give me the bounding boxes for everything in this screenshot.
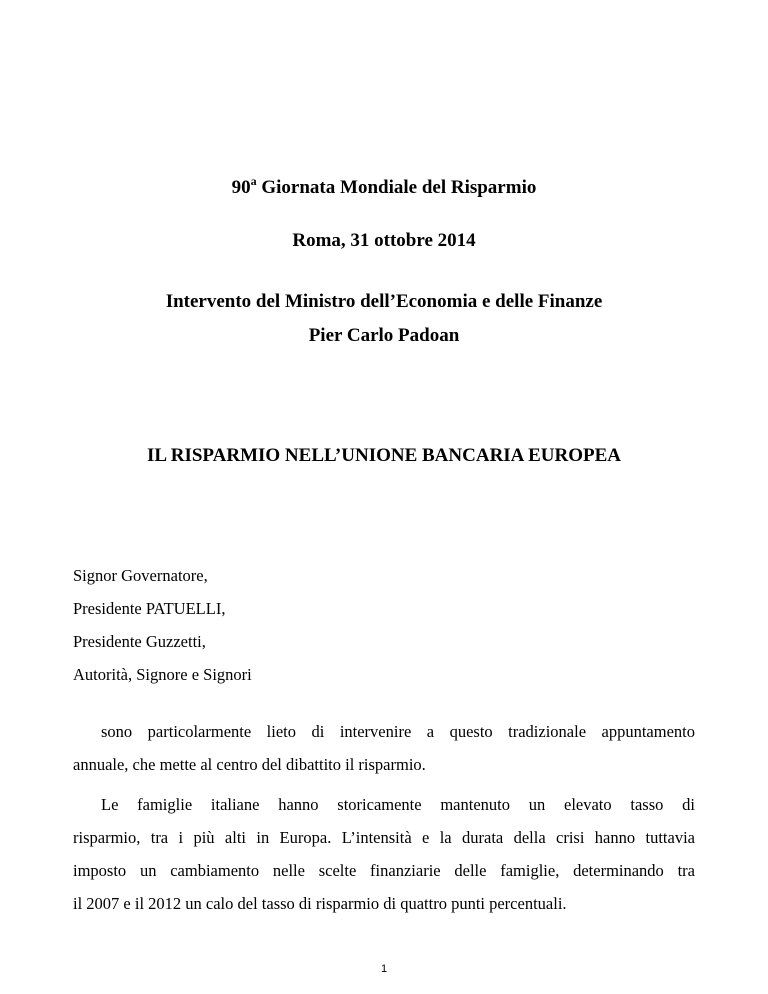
event-title-text: Giornata Mondiale del Risparmio (256, 177, 537, 198)
paragraph-line: sono particolarmente lieto di intervenire a questo tradizionale appuntamento (101, 722, 695, 741)
speaker-name: Pier Carlo Padoan (308, 325, 460, 346)
paragraph-line: Le famiglie italiane hanno storicamente mantenuto un elevato tasso di (101, 795, 695, 814)
event-number: 90 (231, 177, 251, 198)
main-title: IL RISPARMIO NELL’UNIONE BANCARIA EUROPEA (146, 445, 622, 466)
event-superscript: a (250, 173, 257, 188)
salutation-line: Presidente Guzzetti, (73, 632, 206, 651)
place-date: Roma, 31 ottobre 2014 (292, 230, 476, 251)
paragraph-2 (73, 788, 695, 920)
salutation-line: Presidente PATUELLI, (73, 599, 226, 618)
salutation-line: Autorità, Signore e Signori (73, 665, 252, 684)
paragraph-line: il 2007 e il 2012 un calo del tasso di risparmio di quattro punti percentuali. (73, 894, 567, 913)
paragraph-1 (73, 715, 695, 781)
paragraph-line: imposto un cambiamento nelle scelte finanziarie delle famiglie, determinando tra (73, 861, 695, 880)
page-number: 1 (380, 963, 388, 975)
paragraph-line: risparmio, tra i più alti in Europa. L’intensità e la durata della crisi hanno tuttavia (73, 828, 695, 847)
salutation-line: Signor Governatore, (73, 566, 208, 585)
speech-by: Intervento del Ministro dell’Economia e delle Finanze (165, 291, 603, 312)
paragraph-line: annuale, che mette al centro del dibattito il risparmio. (73, 755, 426, 774)
event-title (0, 173, 768, 200)
